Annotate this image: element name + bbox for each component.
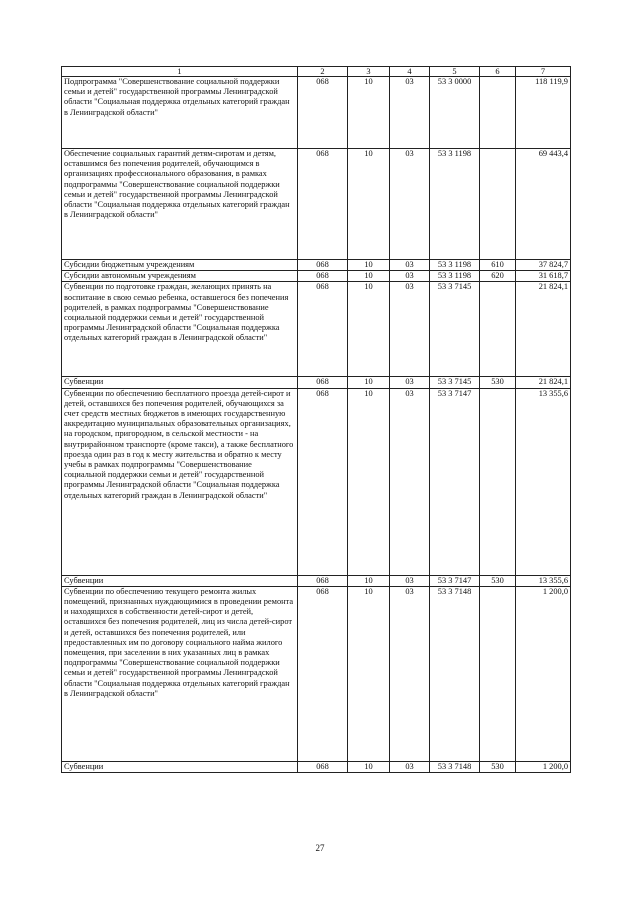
row-description: Обеспечение социальных гарантий детям-сиротам и детям, оставшимся без попечения родителей, обучающимся в организациях профессионального образования, в рамках подпрограммы "Совершенствование социальной поддержки семьи и детей" государственной программы Ленинградской области "Социальная поддержка отдельных категорий граждан в Ленинградской области" bbox=[62, 149, 298, 260]
row-col-4: 03 bbox=[390, 149, 430, 260]
row-col-4: 03 bbox=[390, 388, 430, 575]
row-col-3: 10 bbox=[348, 149, 390, 260]
row-col-4: 03 bbox=[390, 377, 430, 388]
row-col-2: 068 bbox=[298, 761, 348, 772]
header-col-6: 6 bbox=[480, 67, 516, 77]
row-col-7: 31 618,7 bbox=[516, 271, 571, 282]
row-col-3: 10 bbox=[348, 586, 390, 761]
table-row bbox=[62, 271, 571, 282]
row-description: Субвенции по подготовке граждан, желающих принять на воспитание в свою семью ребенка, оставшегося без попечения родителей, в рамках подпрограммы "Совершенствование социальной поддержки семьи и детей" государственной программы Ленинградской области "Социальная поддержка отдельных категорий граждан в Ленинградской области" bbox=[62, 282, 298, 377]
row-col-5: 53 3 7148 bbox=[430, 586, 480, 761]
row-col-2: 068 bbox=[298, 575, 348, 586]
row-col-2: 068 bbox=[298, 586, 348, 761]
table-row bbox=[62, 377, 571, 388]
row-col-3: 10 bbox=[348, 77, 390, 149]
page-number: 27 bbox=[315, 843, 325, 853]
row-col-5: 53 3 1198 bbox=[430, 149, 480, 260]
row-col-3: 10 bbox=[348, 575, 390, 586]
row-description: Субсидии бюджетным учреждениям bbox=[62, 260, 298, 271]
row-col-3: 10 bbox=[348, 271, 390, 282]
row-col-2: 068 bbox=[298, 149, 348, 260]
row-col-3: 10 bbox=[348, 282, 390, 377]
table-row bbox=[62, 761, 571, 772]
header-col-3: 3 bbox=[348, 67, 390, 77]
table-row bbox=[62, 282, 571, 377]
row-col-7: 37 824,7 bbox=[516, 260, 571, 271]
table-row bbox=[62, 260, 571, 271]
header-col-5: 5 bbox=[430, 67, 480, 77]
row-col-3: 10 bbox=[348, 761, 390, 772]
table-row bbox=[62, 77, 571, 149]
row-description: Субвенции bbox=[62, 377, 298, 388]
row-col-7: 13 355,6 bbox=[516, 575, 571, 586]
header-row bbox=[62, 67, 571, 77]
row-col-5: 53 3 7147 bbox=[430, 575, 480, 586]
row-col-5: 53 3 7145 bbox=[430, 377, 480, 388]
row-col-4: 03 bbox=[390, 260, 430, 271]
row-col-6 bbox=[480, 388, 516, 575]
header-col-4: 4 bbox=[390, 67, 430, 77]
row-col-5: 53 3 7145 bbox=[430, 282, 480, 377]
row-col-6: 530 bbox=[480, 761, 516, 772]
row-col-4: 03 bbox=[390, 575, 430, 586]
row-col-6 bbox=[480, 77, 516, 149]
row-description: Субвенции bbox=[62, 575, 298, 586]
row-col-5: 53 3 7148 bbox=[430, 761, 480, 772]
row-col-6 bbox=[480, 586, 516, 761]
row-col-6: 530 bbox=[480, 377, 516, 388]
row-col-2: 068 bbox=[298, 282, 348, 377]
row-col-3: 10 bbox=[348, 260, 390, 271]
row-col-7: 13 355,6 bbox=[516, 388, 571, 575]
row-col-7: 21 824,1 bbox=[516, 377, 571, 388]
row-description: Субсидии автономным учреждениям bbox=[62, 271, 298, 282]
row-col-4: 03 bbox=[390, 586, 430, 761]
row-col-4: 03 bbox=[390, 77, 430, 149]
row-col-6: 610 bbox=[480, 260, 516, 271]
table-row bbox=[62, 388, 571, 575]
table-row bbox=[62, 586, 571, 761]
row-col-6: 530 bbox=[480, 575, 516, 586]
row-col-3: 10 bbox=[348, 388, 390, 575]
budget-table bbox=[61, 66, 571, 773]
row-description: Субвенции по обеспечению текущего ремонта жилых помещений, признанных нуждающимися в проведении ремонта и находящихся в собственности детей-сирот и детей, оставшихся без попечения родителей, лиц из числа детей-сирот и детей, оставшихся без попечения родителей, или предоставленных им по договору социального найма жилого помещения, при заселении в них указанных лиц в рамках подпрограммы "Совершенствование социальной поддержки семьи и детей" государственной программы Ленинградской области "Социальная поддержка отдельных категорий граждан в Ленинградской области" bbox=[62, 586, 298, 761]
row-col-4: 03 bbox=[390, 282, 430, 377]
row-col-7: 1 200,0 bbox=[516, 586, 571, 761]
row-col-7: 21 824,1 bbox=[516, 282, 571, 377]
header-col-1: 1 bbox=[62, 67, 298, 77]
row-col-5: 53 3 7147 bbox=[430, 388, 480, 575]
header-col-2: 2 bbox=[298, 67, 348, 77]
row-col-5: 53 3 0000 bbox=[430, 77, 480, 149]
row-col-3: 10 bbox=[348, 377, 390, 388]
table-row bbox=[62, 149, 571, 260]
row-col-2: 068 bbox=[298, 271, 348, 282]
row-description: Субвенции по обеспечению бесплатного проезда детей-сирот и детей, оставшихся без попечения родителей, обучающихся за счет средств местных бюджетов в имеющих государственную аккредитацию муниципальных образовательных организациях, на городском, пригородном, в сельской местности - на внутрирайонном транспорте (кроме такси), а также бесплатного проезда один раз в год к месту жительства и обратно к месту учебы в рамках подпрограммы "Совершенствование социальной поддержки семьи и детей" государственной программы Ленинградской области "Социальная поддержка отдельных категорий граждан в Ленинградской области" bbox=[62, 388, 298, 575]
row-col-6: 620 bbox=[480, 271, 516, 282]
row-col-2: 068 bbox=[298, 77, 348, 149]
row-col-7: 69 443,4 bbox=[516, 149, 571, 260]
row-col-2: 068 bbox=[298, 260, 348, 271]
row-col-4: 03 bbox=[390, 271, 430, 282]
row-col-2: 068 bbox=[298, 377, 348, 388]
row-col-5: 53 3 1198 bbox=[430, 271, 480, 282]
row-col-6 bbox=[480, 282, 516, 377]
row-col-7: 118 119,9 bbox=[516, 77, 571, 149]
row-description: Субвенции bbox=[62, 761, 298, 772]
row-col-7: 1 200,0 bbox=[516, 761, 571, 772]
row-col-4: 03 bbox=[390, 761, 430, 772]
header-col-7: 7 bbox=[516, 67, 571, 77]
row-col-6 bbox=[480, 149, 516, 260]
row-col-2: 068 bbox=[298, 388, 348, 575]
row-col-5: 53 3 1198 bbox=[430, 260, 480, 271]
table-row bbox=[62, 575, 571, 586]
row-description: Подпрограмма "Совершенствование социальной поддержки семьи и детей" государственной программы Ленинградской области "Социальная поддержка отдельных категорий граждан в Ленинградской области" bbox=[62, 77, 298, 149]
